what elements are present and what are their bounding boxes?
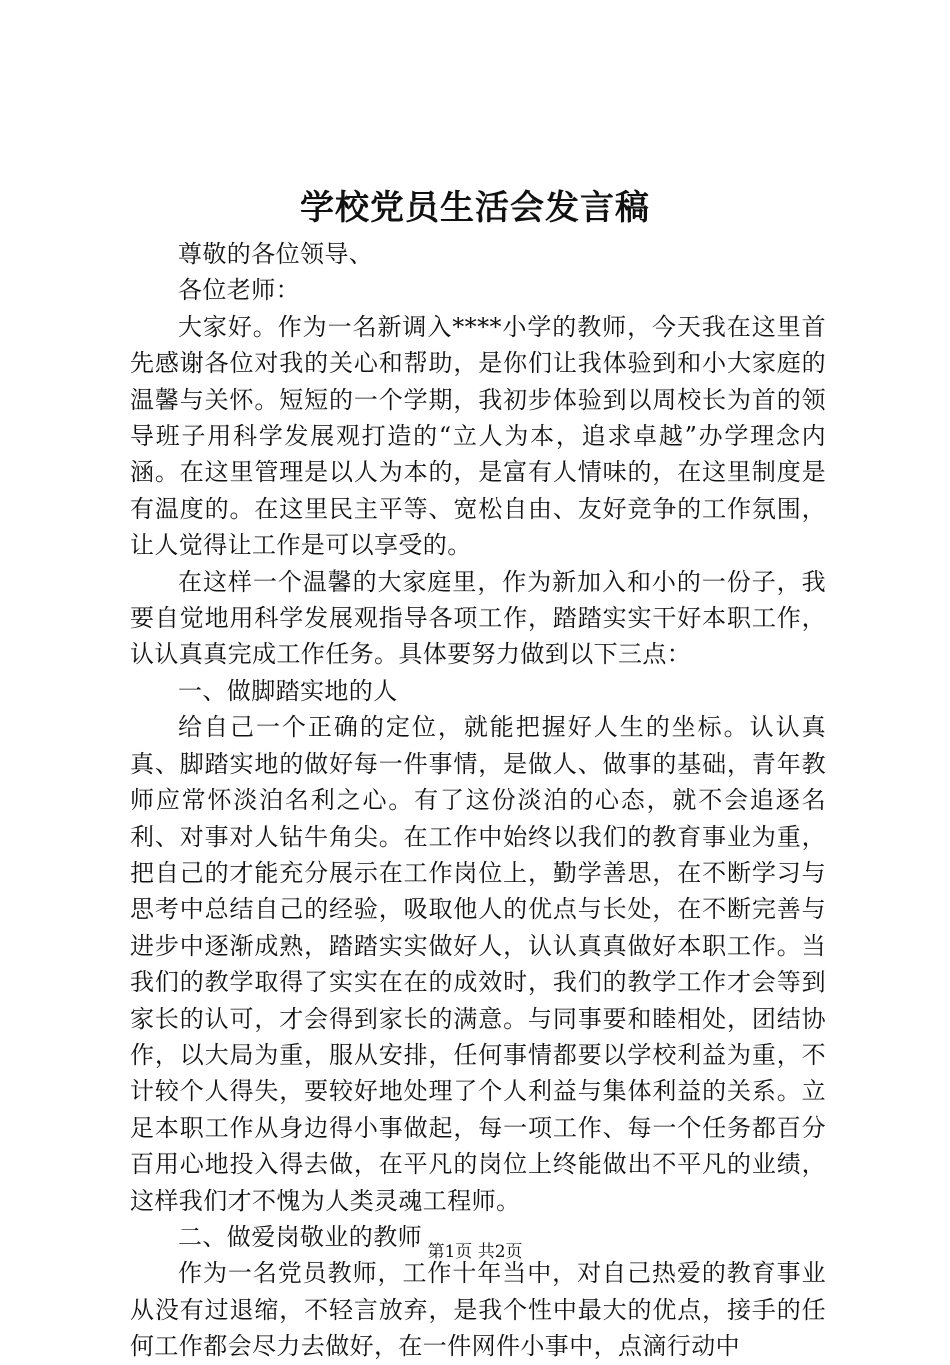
- section-heading-1: 一、做脚踏实地的人: [178, 676, 398, 705]
- document-title: 学校党员生活会发言稿: [300, 188, 650, 228]
- paragraph-salutation-2: 各位老师：: [178, 276, 300, 305]
- paragraph-section-2: 作为一名党员教师，工作十年当中，对自己热爱的教育事业从没有过退缩，不轻言放弃，是我个性中最大的优点，接手的任何工作都会尽力去做好，在一件网件小事中，点滴行动中: [130, 1259, 826, 1361]
- page-number-footer: 第1页 共2页: [427, 1242, 523, 1262]
- section-heading-2: 二、做爱岗敬业的教师: [178, 1222, 422, 1251]
- paragraph-salutation-1: 尊敬的各位领导、: [178, 240, 374, 268]
- document-body: [130, 236, 826, 1365]
- paragraph-section-1: 给自己一个正确的定位，就能把握好人生的坐标。认认真真、脚踏实地的做好每一件事情，是做人、做事的基础，青年教师应常怀淡泊名利之心。有了这份淡泊的心态，就不会追逐名利、对事对人钻牛角尖。在工作中始终以我们的教育事业为重，把自己的才能充分展示在工作岗位上，勤学善思，在不断学习与思考中总结自己的经验，吸取他人的优点与长处，在不断完善与进步中逐渐成熟，踏踏实实做好人，认认真真做好本职工作。当我们的教学取得了实实在在的成效时，我们的教学工作才会等到家长的认可，才会得到家长的满意。与同事要和睦相处，团结协作，以大局为重，服从安排，任何事情都要以学校利益为重，不计较个人得失，要较好地处理了个人利益与集体利益的关系。立足本职工作从身边得小事做起，每一项工作、每一个任务都百分百用心地投入得去做，在平凡的岗位上终能做出不平凡的业绩，这样我们才不愧为人类灵魂工程师。: [130, 713, 826, 1215]
- paragraph-intro: 大家好。作为一名新调入****小学的教师，今天我在这里首先感谢各位对我的关心和帮助，是你们让我体验到和小大家庭的温馨与关怀。短短的一个学期，我初步体验到以周校长为首的领导班子用科学发展观打造的“立人为本，追求卓越”办学理念内涵。在这里管理是以人为本的，是富有人情味的，在这里制度是有温度的。在这里民主平等、宽松自由、友好竞争的工作氛围，让人觉得让工作是可以享受的。: [130, 312, 826, 560]
- paragraph-commitment: 在这样一个温馨的大家庭里，作为新加入和小的一份子，我要自觉地用科学发展观指导各项工作，踏踏实实干好本职工作，认认真真完成工作任务。具体要努力做到以下三点：: [130, 567, 826, 669]
